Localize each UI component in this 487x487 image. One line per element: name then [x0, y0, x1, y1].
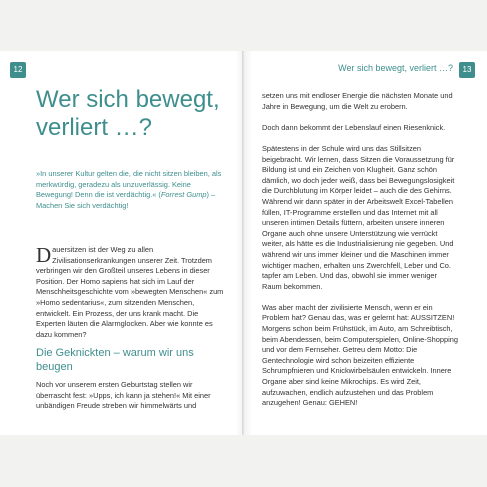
page-number-left: 12	[10, 62, 26, 78]
running-head: Wer sich bewegt, verliert …?	[338, 63, 453, 73]
quote-text: »In unserer Kultur gelten die, die nicht sitzen bleiben, als merkwürdig, geradezu als unzuverlässig. Keine Bewegung! Denn die ist verdächtig.« (	[36, 169, 222, 200]
body-paragraph: Doch dann bekommt der Lebenslauf einen Riesenknick.	[262, 122, 446, 132]
chapter-title	[36, 86, 226, 142]
chapter-title-line1: Wer sich bewegt,	[36, 86, 220, 113]
right-body-text	[262, 91, 458, 419]
left-page	[0, 51, 243, 435]
section-paragraph: Noch vor unserem ersten Geburtstag stellen wir überrascht fest: »Upps, ich kann ja stehen!« Mit einer unbändigen Freude streben wir himmelwärts und	[36, 380, 211, 411]
quote-source: Forrest Gump	[160, 190, 207, 200]
body-paragraph: Spätestens in der Schule wird uns das Stillsitzen beigebracht. Wir lernen, dass Sitzen die Voraussetzung für Bildung ist und ein Zeichen von Klugheit. Ganz schön dämlich, wo doch jeder weiß, dass bei Bewegungslosigkeit die Durchblutung im Körper leidet – auch die des Gehirns. Während wir dann später in der Arbeitswelt Excel-Tabellen füllen, IT-Programme erstellen und das Internet mit all unseren intimen Details füttern, arbeiten unsere inneren Organe auch ohne unsere Unterstützung wie verrückt weiter, als hätte es die Industrialisierung nie gegeben. Und während wir uns immer kleiner und die Maschinen immer wichtiger machen, erhalten uns Zwerchfell, Leber und Co. tapfer am Leben. Und das, obwohl sie immer weniger Raum bekommen.	[262, 143, 455, 291]
intro-paragraph	[36, 245, 228, 340]
body-paragraph: setzen uns mit endloser Energie die nächsten Monate und Jahre in Bewegung, um die Welt zu erobern.	[262, 91, 453, 111]
epigraph-quote	[36, 169, 228, 211]
intro-text: auersitzen ist der Weg zu allen Zivilisationserkrankungen unserer Zeit. Trotzdem verbringen wir den Großteil unseres Lebens in dieser Position. Der Homo sapiens hat sich im Lauf der Menschheitsgeschichte vom »bewegten Menschen« zum »Homo sedentarius«, zum sitzenden Menschen, entwickelt. Ein Prozess, der uns krank macht. Die Experten läuten die Alarmglocken. Aber wie konnte es dazu kommen?	[36, 245, 224, 339]
right-page	[244, 51, 487, 435]
drop-cap: D	[36, 243, 52, 267]
section-heading: Die Geknickten – warum wir uns beugen	[36, 347, 194, 373]
chapter-title-line2: verliert …?	[36, 114, 153, 141]
book-spread	[0, 51, 487, 435]
quote-tail: ) – Machen Sie sich verdächtig!	[36, 190, 216, 210]
body-paragraph: Was aber macht der zivilisierte Mensch, wenn er ein Problem hat? Genau das, was er gelernt hat: AUSSITZEN! Morgens schon beim Frühstück, im Auto, am Schreibtisch, beim Abendessen, beim Computerspielen, Online-Shopping und vor dem Fernseher. Getreu dem Motto: Die Gentechnologie wird schon beizeiten effiziente Schrumpfnieren und Knickwirbelsäulen entwickeln. Innere Organe aber sind keine Mikrochips. Es wird Zeit, aufzuwachen, endlich aufzustehen und das Problem anzugehen! Genau: GEHEN!	[262, 302, 458, 408]
page-number-right: 13	[459, 62, 475, 78]
